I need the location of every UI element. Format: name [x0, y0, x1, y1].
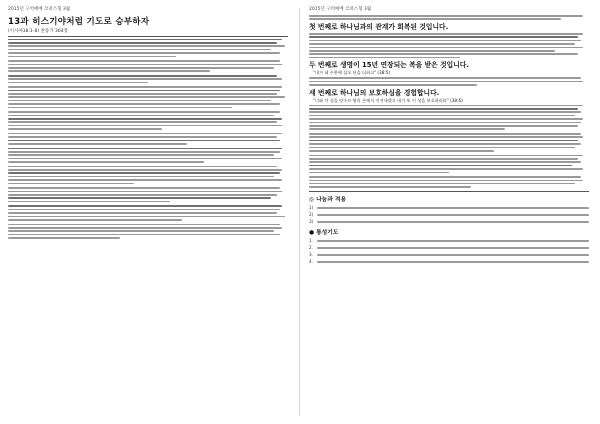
point-heading: 두 번째로 생명이 15년 연장되는 복을 받은 것입니다. — [309, 61, 469, 70]
body-paragraph — [8, 111, 288, 130]
divider — [8, 36, 288, 37]
body-paragraph — [309, 133, 589, 152]
prayer-section-title: ● 통성기도 — [309, 230, 339, 237]
right-page — [309, 6, 589, 418]
body-paragraph — [8, 75, 288, 83]
body-paragraph — [8, 166, 288, 185]
scripture-quote: "내가 네 수한에 십오 년을 더하고" (38:5) — [313, 70, 391, 76]
item-number: 3. — [309, 252, 313, 258]
body-paragraph — [309, 105, 589, 130]
body-paragraph — [8, 224, 288, 239]
left-page — [8, 6, 288, 418]
lesson-title: 13과 히스기야처럼 기도로 승부하자 — [8, 17, 150, 27]
body-paragraph — [8, 60, 288, 72]
prayer-item — [309, 238, 589, 243]
point-heading: 첫 번째로 하나님과의 관계가 회복된 것입니다. — [309, 22, 449, 31]
body-paragraph — [8, 205, 288, 220]
body-paragraph — [309, 77, 589, 85]
scripture-quote: "너와 이 성을 앗수르 왕의 손에서 건져내겠고 내가 또 이 성을 보호하리라" (38:6) — [313, 97, 463, 103]
item-number: 1. — [309, 238, 313, 244]
body-paragraph — [309, 155, 589, 174]
discussion-section-title: ◎ 나눔과 적용 — [309, 197, 347, 204]
item-number: 3) — [309, 219, 314, 225]
body-paragraph — [8, 39, 288, 58]
prayer-item — [309, 245, 589, 250]
item-number: 2. — [309, 245, 313, 251]
discussion-item — [309, 205, 589, 210]
body-paragraph — [8, 148, 288, 163]
body-paragraph — [8, 133, 288, 145]
body-paragraph — [309, 33, 589, 58]
page-gutter — [299, 8, 300, 416]
page-header: 2015년 구역예배 코퍼스형 3월 — [8, 7, 71, 12]
item-number: 4. — [309, 259, 313, 265]
item-number: 1) — [309, 205, 314, 211]
page-header: 2015년 구역예배 코퍼스형 3월 — [309, 7, 372, 12]
prayer-item — [309, 252, 589, 257]
prayer-item — [309, 259, 589, 264]
divider — [309, 191, 589, 192]
body-paragraph — [309, 15, 589, 20]
body-paragraph — [8, 187, 288, 202]
item-number: 2) — [309, 212, 314, 218]
discussion-item — [309, 219, 589, 224]
body-paragraph — [8, 86, 288, 108]
body-paragraph — [309, 176, 589, 188]
scripture-reference: (이사야38:1-8) 찬송가 364장 — [8, 29, 68, 34]
discussion-item — [309, 212, 589, 217]
point-heading: 세 번째로 하나님의 보호하심을 경험합니다. — [309, 88, 440, 97]
